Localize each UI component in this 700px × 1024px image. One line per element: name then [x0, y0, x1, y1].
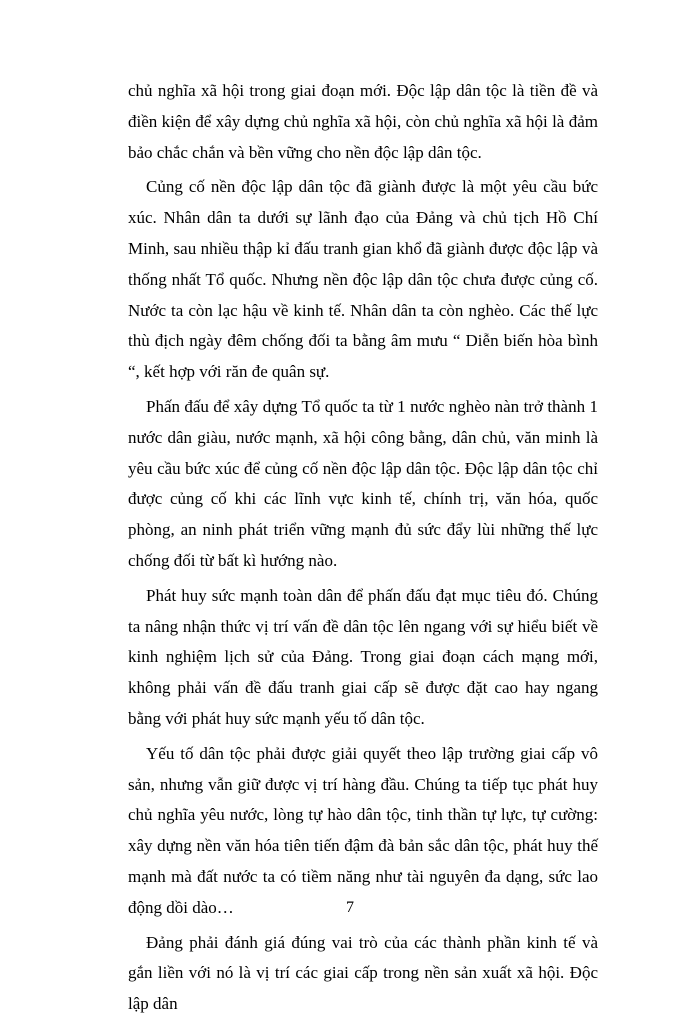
paragraph-3: Phấn đấu để xây dựng Tổ quốc ta từ 1 nước nghèo nàn trở thành 1 nước dân giàu, nước mạnh, xã hội công bằng, dân chủ, văn minh là yêu cầu bức xúc để củng cố nền độc lập dân tộc. Độc lập dân tộc chỉ được củng cố khi các lĩnh vực kinh tế, chính trị, văn hóa, quốc phòng, an ninh phát triển vững mạnh đủ sức đẩy lùi những thế lực chống đối từ bất kì hướng nào. [128, 396, 598, 570]
paragraph-5: Yếu tố dân tộc phải được giải quyết theo lập trường giai cấp vô sản, nhưng vẫn giữ được vị trí hàng đầu. Chúng ta tiếp tục phát huy chủ nghĩa yêu nước, lòng tự hào dân tộc, tinh thần tự lực, tự cường: xây dựng nền văn hóa tiên tiến đậm đà bản sắc dân tộc, phát huy thế mạnh mà đất nước ta có tiềm năng như tài nguyên đa dạng, sức lao động dồi dào… [128, 743, 598, 917]
paragraph-6: Đảng phải đánh giá đúng vai trò của các thành phần kinh tế và gắn liền với nó là vị trí các giai cấp trong nền sản xuất xã hội. Độc lập dân [128, 932, 598, 1014]
paragraph-1: chủ nghĩa xã hội trong giai đoạn mới. Độc lập dân tộc là tiền đề và điền kiện để xây dựng chủ nghĩa xã hội, còn chủ nghĩa xã hội là đảm bảo chắc chắn và bền vững cho nền độc lập dân tộc. [128, 81, 598, 162]
body-text [128, 76, 598, 1024]
paragraph-2: Củng cố nền độc lập dân tộc đã giành được là một yêu cầu bức xúc. Nhân dân ta dưới sự lãnh đạo của Đảng và chủ tịch Hồ Chí Minh, sau nhiều thập kỉ đấu tranh gian khổ đã giành được độc lập và thống nhất Tổ quốc. Nhưng nền độc lập dân tộc chưa được củng cố. Nước ta còn lạc hậu về kinh tế. Nhân dân ta còn nghèo. Các thế lực thù địch ngày đêm chống đối ta bằng âm mưu “ Diễn biến hòa bình “, kết hợp với răn đe quân sự. [128, 177, 598, 382]
page-number: 7 [346, 899, 354, 916]
paragraph-4: Phát huy sức mạnh toàn dân để phấn đấu đạt mục tiêu đó. Chúng ta nâng nhận thức vị trí vấn đề dân tộc lên ngang với sự hiểu biết về kinh nghiệm lịch sử của Đảng. Trong giai đoạn cách mạng mới, không phải vấn đề đấu tranh giai cấp sẽ được đặt cao hay ngang bằng với phát huy sức mạnh yếu tố dân tộc. [128, 585, 598, 728]
